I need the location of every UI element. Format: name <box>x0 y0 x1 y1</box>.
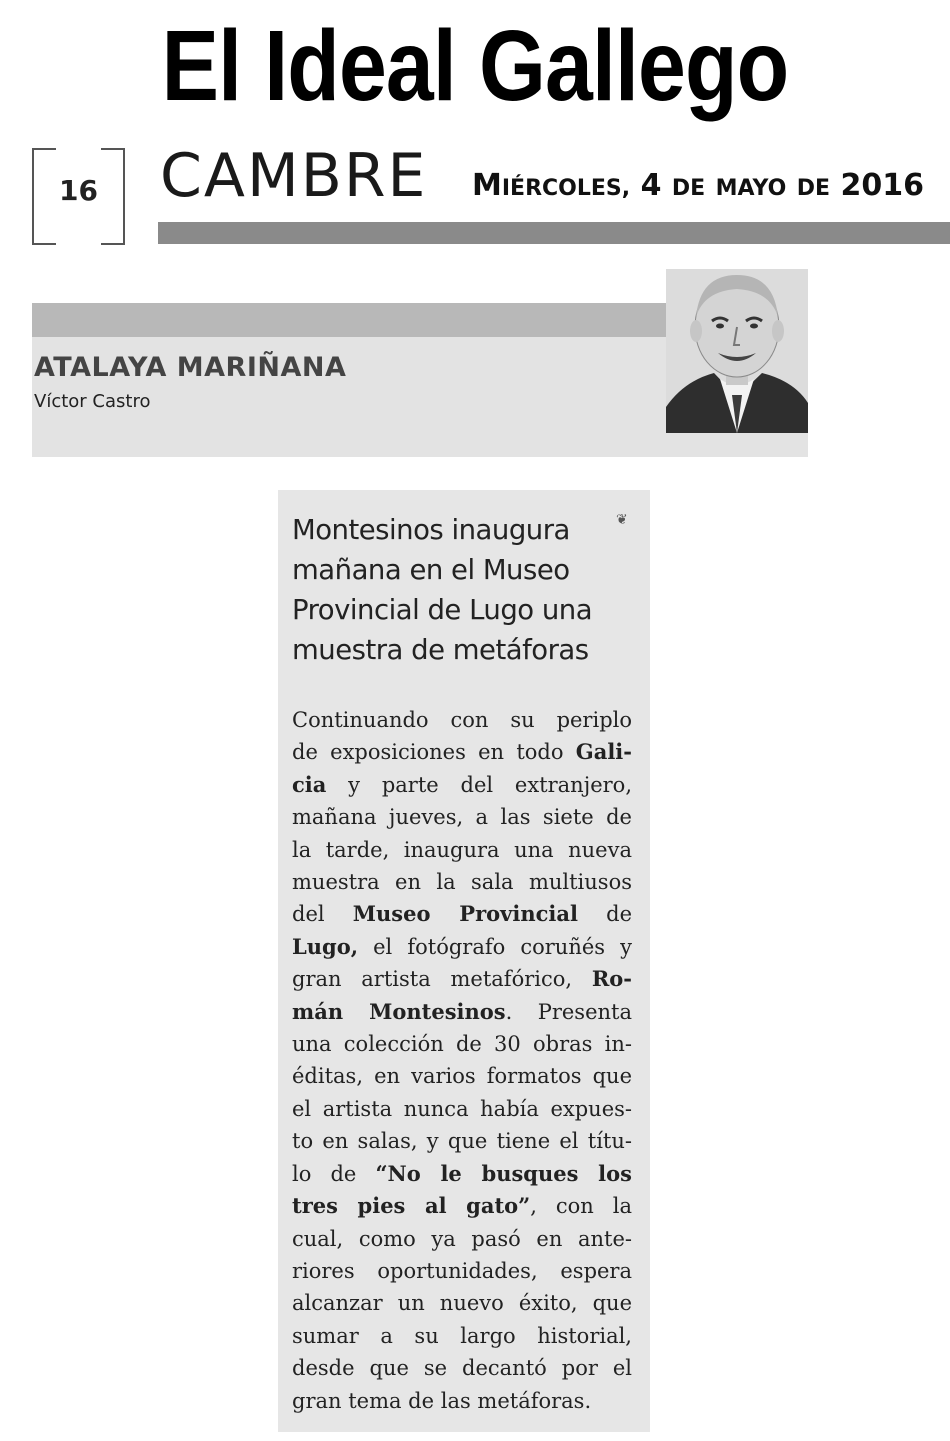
article-body <box>292 704 632 1417</box>
date-month: MAYO <box>715 176 787 201</box>
body-text-run: y parte del extranjero, <box>326 772 632 797</box>
body-bold-run: cia <box>292 771 327 797</box>
body-bold-run: Ro- <box>591 966 632 992</box>
body-text-run: muestra en la sala multiusos <box>292 870 632 895</box>
body-text-run: mañana jueves, a las siete de <box>292 805 632 830</box>
body-bold-run: Gali- <box>575 739 632 765</box>
ornament-mark: ❦ <box>616 512 628 528</box>
body-line <box>292 1385 632 1417</box>
body-bold-run: mán Montesinos <box>292 998 506 1024</box>
body-text-run: riores oportunidades, espera <box>292 1258 632 1283</box>
body-text-run: la tarde, inaugura una nueva <box>292 837 632 862</box>
body-line <box>292 1028 632 1060</box>
column-author: Víctor Castro <box>34 391 151 412</box>
body-line <box>292 996 632 1028</box>
body-line <box>292 1093 632 1125</box>
body-text-run: éditas, en varios formatos que <box>292 1064 632 1089</box>
body-line <box>292 1060 632 1092</box>
body-text-run: el fotógrafo coruñés y <box>358 934 632 959</box>
date-weekday-initial: M <box>472 168 502 203</box>
headline-line: mañana en el Museo <box>292 554 570 586</box>
page-number: 16 <box>59 174 98 207</box>
body-line <box>292 834 632 866</box>
body-bold-run: tres pies al gato” <box>292 1193 531 1219</box>
body-bold-run: Lugo, <box>292 933 359 959</box>
section-title: CAMBRE <box>160 141 428 211</box>
body-text-run: de <box>577 902 632 927</box>
headline-line: Provincial de Lugo una <box>292 594 593 626</box>
date-day: 4 <box>640 168 662 203</box>
body-text-run: . Presenta <box>505 999 632 1024</box>
masthead: El Ideal Gallego <box>161 10 789 122</box>
body-text-run: Continuando con su periplo <box>292 708 632 732</box>
body-text-run: gran tema de las metáforas. <box>292 1388 592 1413</box>
column-title: ATALAYA MARIÑANA <box>34 352 347 383</box>
author-portrait <box>666 269 808 433</box>
body-line <box>292 866 632 898</box>
body-line <box>292 769 632 801</box>
body-line <box>292 898 632 930</box>
date-year: 2016 <box>840 168 925 203</box>
body-text-run: sumar a su largo historial, <box>292 1323 632 1348</box>
body-bold-run: “No le busques los <box>375 1160 632 1186</box>
body-text-run: cual, como ya pasó en ante- <box>292 1226 632 1251</box>
body-line <box>292 704 632 736</box>
body-text-run: el artista nunca había expues- <box>292 1096 632 1121</box>
body-text-run: lo de <box>292 1161 376 1186</box>
body-text-run: , con la <box>530 1194 632 1219</box>
body-text-run: to en salas, y que tiene el títu- <box>292 1129 632 1154</box>
body-line <box>292 1352 632 1384</box>
body-line <box>292 1320 632 1352</box>
section-rule <box>158 222 950 244</box>
body-bold-run: Museo Provincial <box>352 901 578 927</box>
body-line <box>292 1255 632 1287</box>
date-de-2: DE <box>796 176 831 201</box>
body-line <box>292 736 632 768</box>
body-text-run: alcanzar un nuevo éxito, que <box>292 1291 632 1316</box>
body-line <box>292 801 632 833</box>
body-text-run: una colección de 30 obras in- <box>292 1032 632 1057</box>
body-line <box>292 1125 632 1157</box>
article-headline <box>292 510 632 670</box>
headline-line: Montesinos inaugura <box>292 514 570 546</box>
body-text-run: gran artista metafórico, <box>292 967 592 992</box>
date-weekday-rest: IÉRCOLES, <box>501 176 631 201</box>
page-number-box <box>32 148 125 241</box>
author-portrait-image <box>666 269 808 433</box>
body-text-run: de exposiciones en todo <box>292 740 576 765</box>
headline-line: muestra de metáforas <box>292 634 589 666</box>
body-text-run: del <box>292 902 353 927</box>
body-line <box>292 1223 632 1255</box>
body-line <box>292 1287 632 1319</box>
issue-date <box>472 168 924 203</box>
body-line <box>292 931 632 963</box>
body-line <box>292 1158 632 1190</box>
body-line <box>292 1190 632 1222</box>
body-line <box>292 963 632 995</box>
body-text-run: desde que se decantó por el <box>292 1356 632 1381</box>
date-de-1: DE <box>671 176 706 201</box>
